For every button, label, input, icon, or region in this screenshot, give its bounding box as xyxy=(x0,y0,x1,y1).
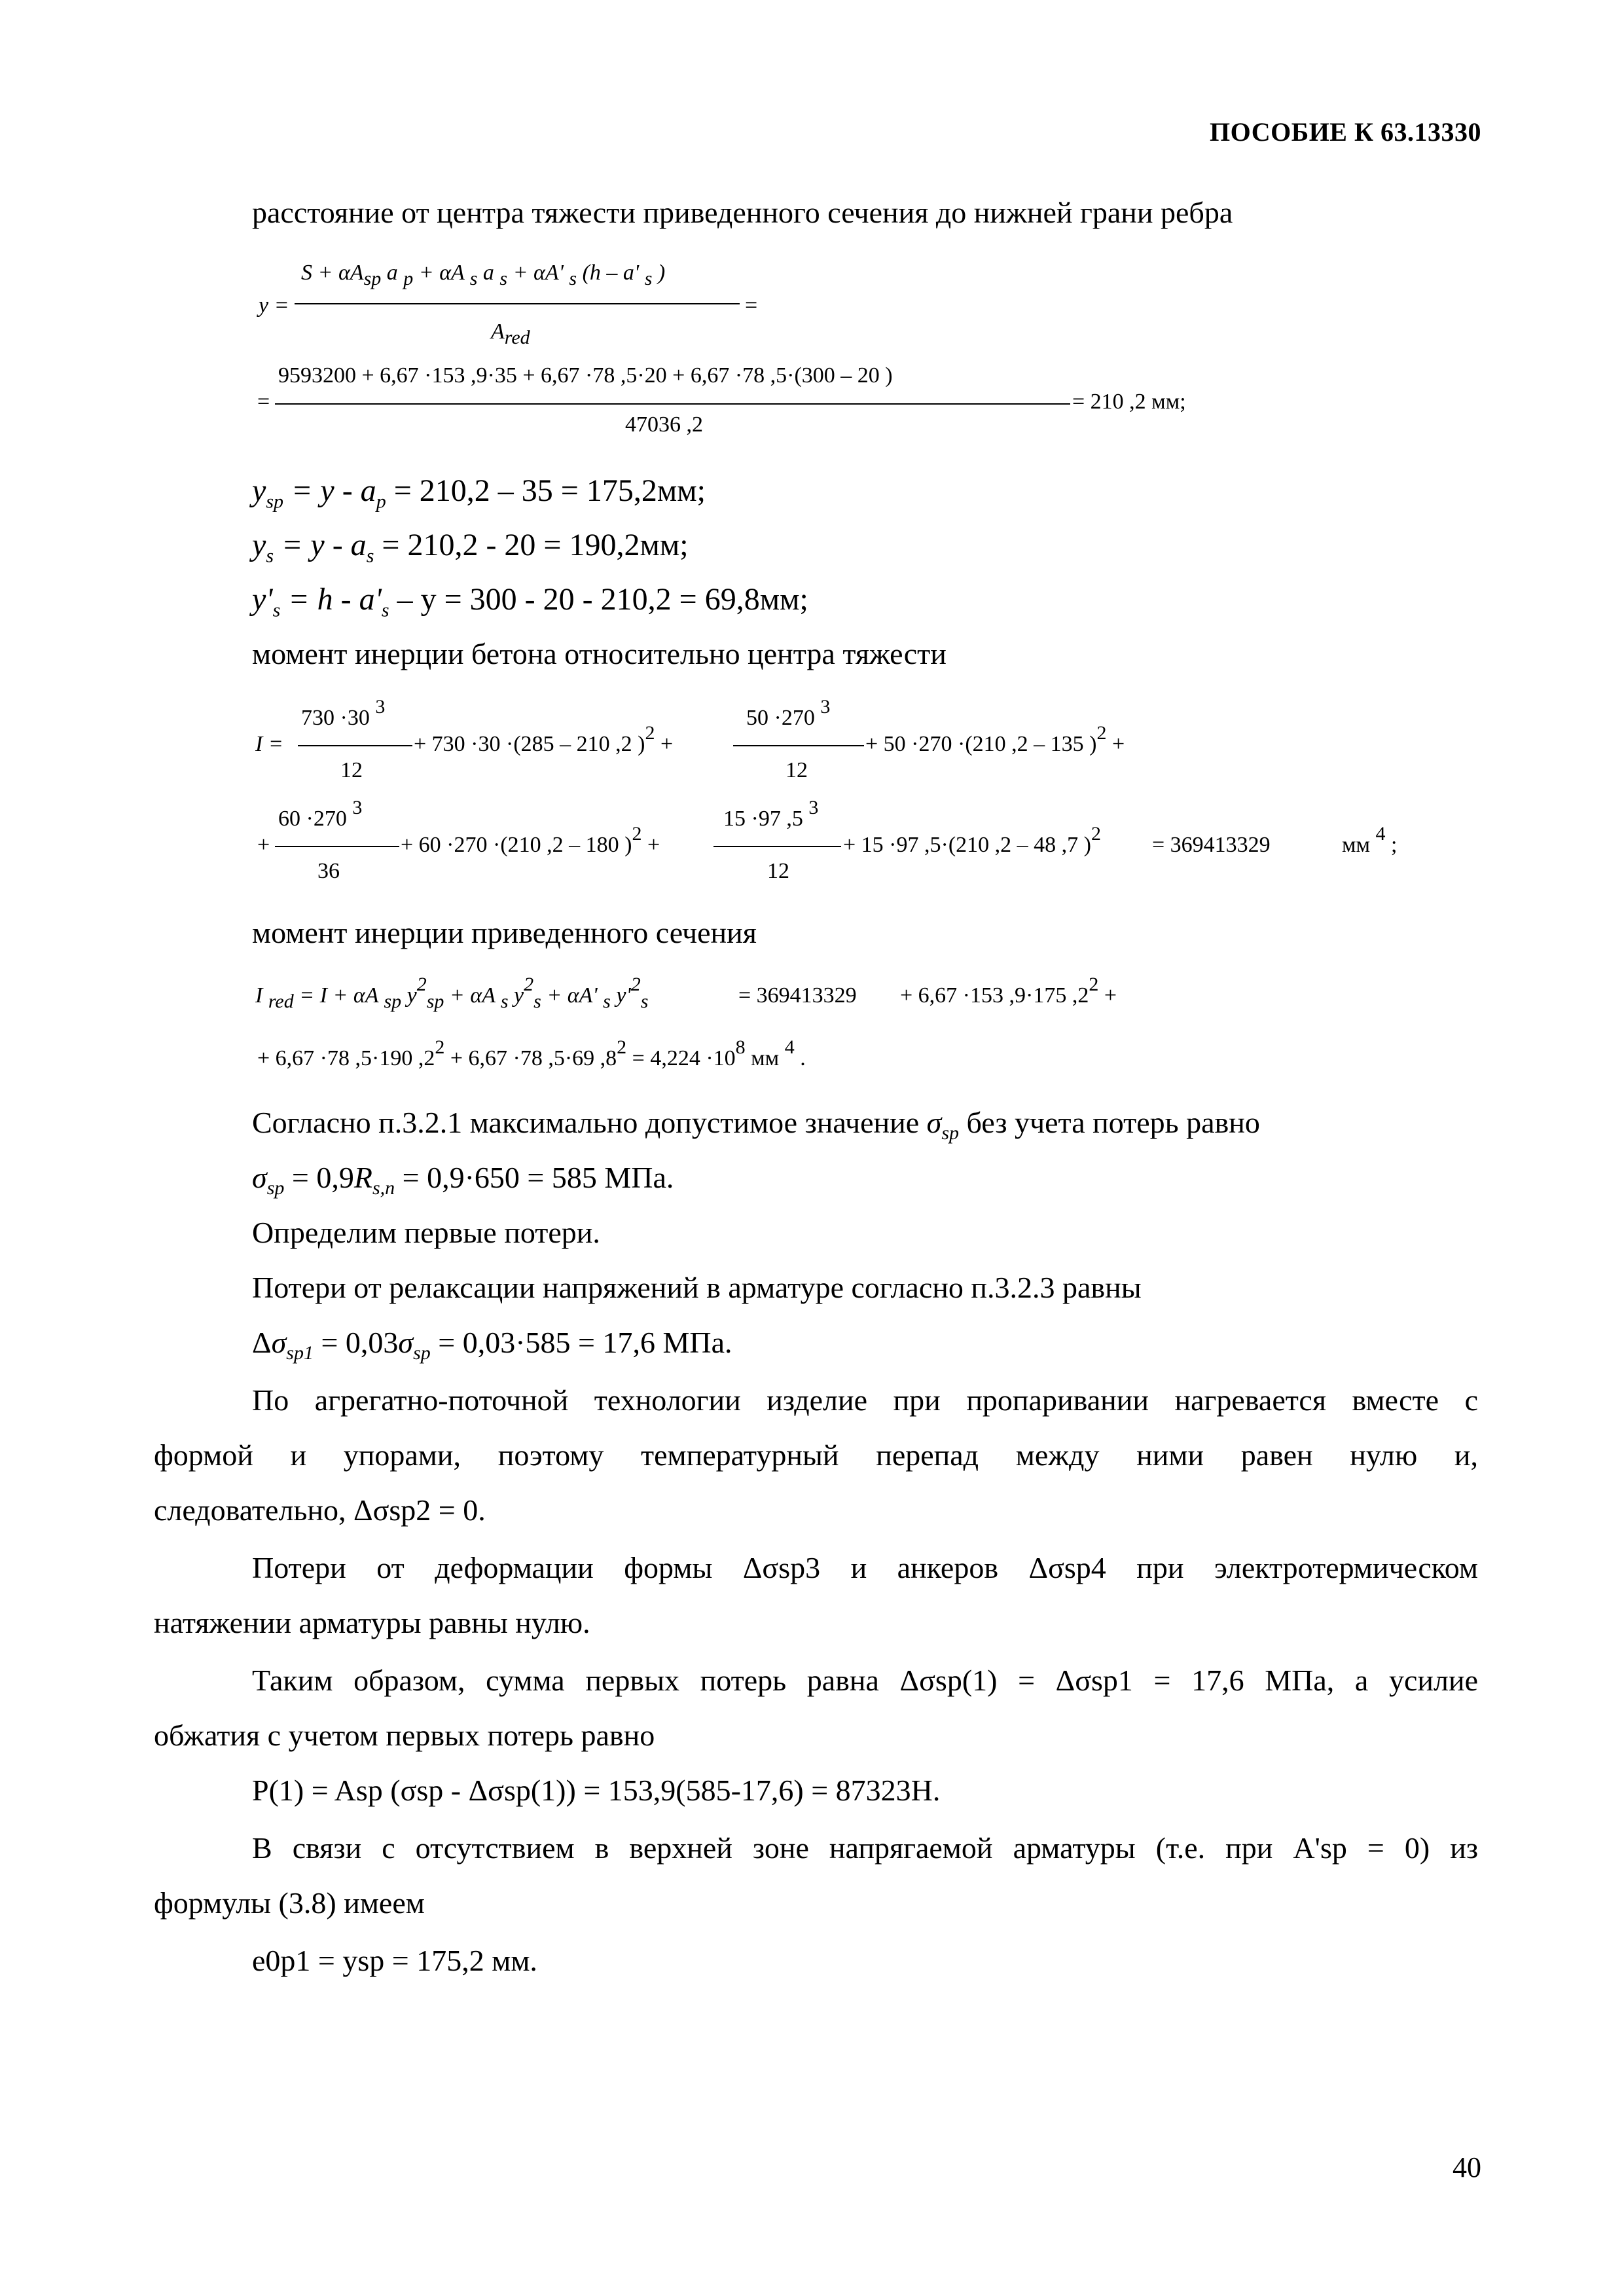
page-number: 40 xyxy=(1453,2151,1481,2183)
paragraph-line: По агрегатно-поточной технологии изделие при пропаривании нагревается вместе с xyxy=(252,1383,1478,1417)
text-line: Потери от релаксации напряжений в арматуре согласно п.3.2.3 равны xyxy=(252,1271,1142,1304)
paragraph-line: Потери от деформации формы Δσsp3 и анкеров Δσsp4 при электротермическом xyxy=(252,1551,1478,1584)
document-header: ПОСОБИЕ К 63.13330 xyxy=(1210,117,1481,147)
paragraph-line: Таким образом, сумма первых потерь равна Δσsp(1) = Δσsp1 = 17,6 МПа, а усилие xyxy=(252,1664,1478,1697)
text-line: момент инерции бетона относительно центра тяжести xyxy=(252,637,947,670)
paragraph-line: формой и упорами, поэтому температурный перепад между ними равен нулю и, xyxy=(154,1438,1478,1472)
formula-numerator: $S + \alpha A_{sp}$ a $_p$ + αA $_s$ a $_s$ + αA' $_s$ (h – a' $_s$ ) xyxy=(301,261,666,289)
text-line: Определим первые потери. xyxy=(252,1216,600,1249)
paragraph-line: следовательно, Δσsp2 = 0. xyxy=(154,1493,486,1527)
text-line: Согласно п.3.2.1 максимально допустимое значение $\sigma_{sp}$ без учета потерь равно xyxy=(252,1106,1260,1144)
formula-numerator: 9593200 + 6,67 ·153 ,9·35 + 6,67 ·78 ,5·20 + 6,67 ·78 ,5·(300 – 20 ) xyxy=(278,363,893,388)
document-page: ПОСОБИЕ К 63.13330 расстояние от центра тяжести приведенного сечения до нижней грани ребра y = $S + \alpha A_{sp}$ a $_p$ + αA $_s$ a $_s$ + αA' $_s$ (h – a' $_s$ ) $A_{red}$ = = 9593200 + 6,67 ·153 ,9·35 + 6,67 ·78 ,5·20 + 6,67 ·78 ,5·(300 – 20 ) 47036 ,2 = 210 ,2 мм; $y_{sp} = y - a_p = 210,2 - 35 = 175,2мм$; $y_s = y - a_s = 210,2 - 20 = 190,2мм$; $y'_s = h - a'_s - y = 300 - 20 - 210,2 = 69,8мм$; момент инерции бетона относительно центра тяжести I = 730 ·30 $^3$ 12 + 730 ·30 ·(285 – 210 ,2 )$^2$ + 50 ·270 $^3$ 12 + 50 ·270 ·(210 ,2 – 135 )$^2$ + + 60 ·270 $^3$ 36 + 60 ·270 ·(210 ,2 – 180 )$^2$ + 15 ·97 ,5 $^3$ 12 + 15 ·97 ,5·(210 ,2 – 48 ,7 )$^2$ = 369413329 мм $^4$ ; момент инерции приведенного сечения I $_{red}$ = I + αA $_{sp}$ $y^2_{sp} + \alpha A$ $_s$ $y^2_s + \alpha A'$ $_s$ $y'^2_s$ = 369413329 + 6,67 ·153 ,9·175 $,2^2$ + + 6,67 ·78 ,5·190 $,2^2 + 6,67 \cdot 78$ ,5·69 $,8^2 = 4,224 \cdot 10^8$ мм $^4$ . Согласно п.3.2.1 максимально допустимое значение $\sigma_{sp}$ без учета потерь равно $\sigma_{sp} = 0,9R_{s,n} = 0,9\cdot 650 = 585$ МПа. Определим первые потери. Потери от релаксации напряжений в арматуре согласно п.3.2.3 равны $\Delta\sigma_{sp1} = 0,03\sigma_{sp} = 0,03\cdot 585 = 17,6$ МПа. По агрегатно-поточной технологии изделие при пропаривании нагревается вместе с формой и упорами, поэтому температурный перепад между ними равен нулю и, следовательно, Δσsp2 = 0. Потери от деформации формы Δσsp3 и анкеров Δσsp4 при электротермическом натяжении арматуры равны нулю. Таким образом, сумма первых потерь равна Δσsp(1) = Δσsp1 = 17,6 МПа, а усилие обжатия с учетом первых потерь равно P(1) = Asp (σsp - Δσsp(1)) = 153,9(585-17,6) = 87323Н. В связи с отсутствием в верхней зоне напрягаемой арматуры (т.е. при A'sp = 0) из формулы (3.8) имеем e0p1 = ysp = 175,2 мм. 40 xyxy=(154,117,1481,2183)
formula-result: = 210 ,2 мм; xyxy=(1072,390,1186,414)
text-line: $\sigma_{sp} = 0,9R_{s,n} = 0,9\cdot 650 = 585$ МПа. xyxy=(252,1161,674,1199)
paragraph-line: e0p1 = ysp = 175,2 мм. xyxy=(252,1944,537,1977)
text-line: $\Delta\sigma_{sp1} = 0,03\sigma_{sp} = 0,03\cdot 585 = 17,6$ МПа. xyxy=(252,1326,732,1364)
text-line: расстояние от центра тяжести приведенного сечения до нижней грани ребра xyxy=(252,196,1233,229)
formula-denominator: $A_{red}$ xyxy=(491,319,530,348)
text-line: момент инерции приведенного сечения xyxy=(252,916,757,949)
paragraph-line: натяжении арматуры равны нулю. xyxy=(154,1606,590,1639)
paragraph-line: P(1) = Asp (σsp - Δσsp(1)) = 153,9(585-17,6) = 87323Н. xyxy=(252,1774,941,1807)
formula-value: = 369413329 xyxy=(738,983,857,1008)
equation-ysp: $y_{sp} = y - a_p = 210,2 - 35 = 175,2мм$; xyxy=(252,473,706,513)
paragraph-line: обжатия с учетом первых потерь равно xyxy=(154,1719,655,1752)
equation-ys: $y_s = y - a_s = 210,2 - 20 = 190,2мм$; xyxy=(252,528,689,567)
equation-yps: $y'_s = h - a'_s - y = 300 - 20 - 210,2 = 69,8мм$; xyxy=(252,582,808,621)
paragraph-line: формулы (3.8) имеем xyxy=(154,1886,425,1920)
formula-denominator: 47036 ,2 xyxy=(625,412,703,437)
formula-result: = 369413329 xyxy=(1152,833,1271,857)
paragraph-line: В связи с отсутствием в верхней зоне напрягаемой арматуры (т.е. при A'sp = 0) из xyxy=(252,1831,1478,1865)
